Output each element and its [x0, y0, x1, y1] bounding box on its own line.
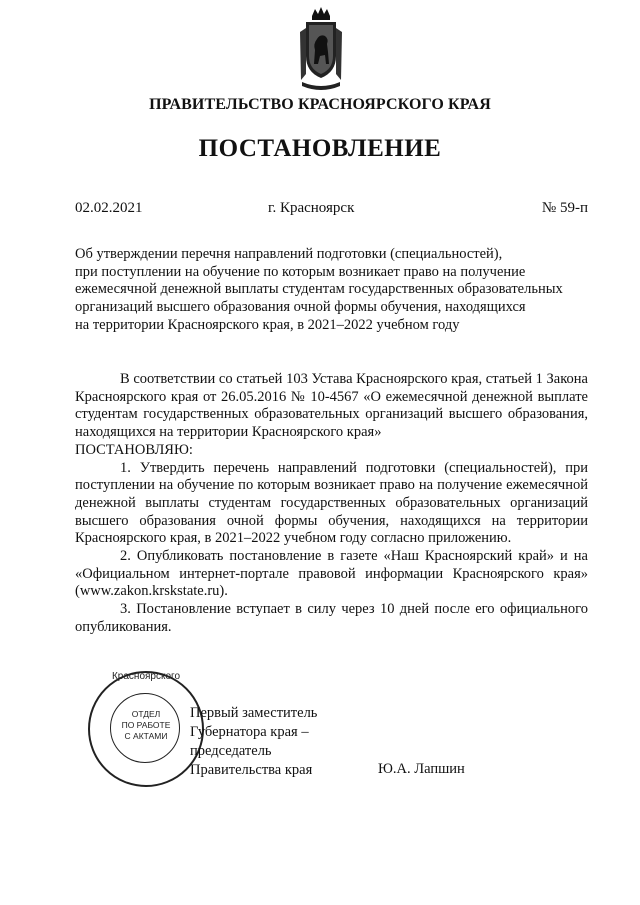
position-line: Правительства края	[190, 762, 313, 778]
coat-of-arms-emblem	[298, 6, 344, 92]
stamp-center-text: ОТДЕЛ ПО РАБОТЕ С АКТАМИ	[121, 709, 171, 741]
position-line: председатель	[190, 743, 272, 759]
subject-line: организаций высшего образования очной формы обучения, находящихся	[75, 299, 526, 316]
item-3-paragraph: 3. Постановление вступает в силу через 10 дней после его официального опубликования.	[75, 601, 588, 635]
item-2-paragraph: 2. Опубликовать постановление в газете «Наш Красноярский край» и на «Официальном интернет-портале правовой информации Красноярского края» (www.zakon.krskstate.ru).	[75, 548, 588, 600]
subject-line: при поступлении на обучение по которым возникает право на получение	[75, 263, 526, 280]
document-date: 02.02.2021	[75, 200, 143, 216]
document-body	[75, 371, 588, 637]
item-1-paragraph: 1. Утвердить перечень направлений подготовки (специальностей), при поступлении на обучение по которым возникает право на получение ежемесячной денежной выплаты студентам государственных образовательных организаций высшего образования очной формы обучения, находящихся на территории Красноярского края, в 2021–2022 учебном году согласно приложению.	[75, 459, 588, 547]
stamp-outer-text: Красноярского	[111, 671, 181, 682]
document-type-title: ПОСТАНОВЛЕНИЕ	[198, 135, 442, 162]
signatory-position	[190, 704, 317, 780]
position-line: Губернатора края –	[190, 724, 309, 740]
preamble-paragraph: В соответствии со статьей 103 Устава Красноярского края, статьей 1 Закона Красноярского края от 26.05.2016 № 10-4567 «О ежемесячной денежной выплате студентам государственных образовательных организаций высшего образования, находящихся на территории Красноярского края»	[75, 371, 588, 441]
subject-line: на территории Красноярского края, в 2021–2022 учебном году	[75, 316, 460, 333]
document-subject	[75, 246, 588, 335]
subject-line: ежемесячной денежной выплаты студентам государственных образовательных	[75, 281, 563, 298]
subject-line: Об утверждении перечня направлений подготовки (специальностей),	[75, 246, 503, 262]
government-title: ПРАВИТЕЛЬСТВО КРАСНОЯРСКОГО КРАЯ	[149, 96, 491, 113]
document-number: № 59-п	[541, 200, 588, 216]
position-line: Первый заместитель	[190, 705, 318, 721]
official-stamp	[88, 671, 204, 787]
document-city: г. Красноярск	[268, 200, 355, 216]
signatory-name: Ю.А. Лапшин	[378, 761, 465, 777]
resolve-heading: ПОСТАНОВЛЯЮ:	[75, 441, 193, 458]
